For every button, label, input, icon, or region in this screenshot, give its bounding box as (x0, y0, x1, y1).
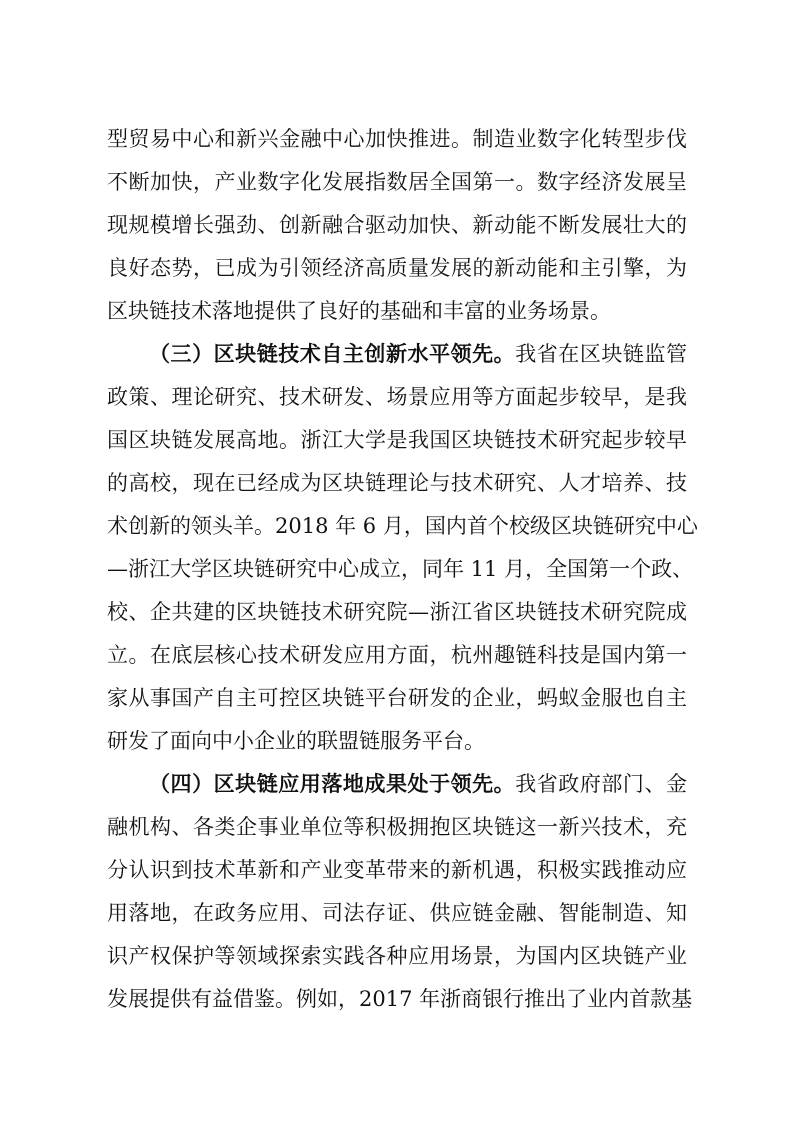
section-heading: （三）区块链技术自主创新水平领先。 (149, 342, 516, 366)
text-line: 良好态势，已成为引领经济高质量发展的新动能和主引擎，为 (107, 256, 687, 280)
text-line: 国区块链发展高地。浙江大学是我国区块链技术研究起步较早 (107, 428, 687, 452)
heading-line-text: 我省政府部门、金 (515, 772, 688, 796)
paragraph-economy (107, 118, 687, 333)
text-line: 家从事国产自主可控区块链平台研发的企业，蚂蚁金服也自主 (107, 686, 687, 710)
text-line (107, 333, 687, 376)
text-line: 区块链技术落地提供了良好的基础和丰富的业务场景。 (107, 299, 611, 323)
text-line: 立。在底层核心技术研发应用方面，杭州趣链科技是国内第一 (107, 643, 687, 667)
paragraph-application (107, 763, 693, 1021)
text-line: 现规模增长强劲、创新融合驱动加快、新动能不断发展壮大的 (107, 213, 687, 237)
text-line: 融机构、各类企事业单位等积极拥抱区块链这一新兴技术，充 (107, 815, 687, 839)
text-line: 政策、理论研究、技术研发、场景应用等方面起步较早，是我 (107, 385, 687, 409)
text-line: 分认识到技术革新和产业变革带来的新机遇，积极实践推动应 (107, 858, 687, 882)
text-line: 研发了面向中小企业的联盟链服务平台。 (107, 729, 485, 753)
text-line: 型贸易中心和新兴金融中心加快推进。制造业数字化转型步伐 (107, 127, 687, 151)
heading-line-text: 我省在区块链监管 (515, 342, 688, 366)
document-page (107, 118, 698, 1021)
text-line: 识产权保护等领域探索实践各种应用场景，为国内区块链产业 (107, 944, 687, 968)
text-line: —浙江大学区块链研究中心成立，同年 11 月，全国第一个政、 (107, 557, 694, 581)
section-heading: （四）区块链应用落地成果处于领先。 (149, 772, 516, 796)
text-line (107, 763, 687, 806)
paragraph-innovation (107, 333, 698, 763)
text-line: 不断加快，产业数字化发展指数居全国第一。数字经济发展呈 (107, 170, 687, 194)
text-line: 发展提供有益借鉴。例如，2017 年浙商银行推出了业内首款基 (107, 987, 693, 1011)
text-line: 校、企共建的区块链技术研究院—浙江省区块链技术研究院成 (107, 600, 687, 624)
text-line: 的高校，现在已经成为区块链理论与技术研究、人才培养、技 (107, 471, 687, 495)
text-line: 用落地，在政务应用、司法存证、供应链金融、智能制造、知 (107, 901, 687, 925)
text-line: 术创新的领头羊。2018 年 6 月，国内首个校级区块链研究中心 (107, 514, 698, 538)
